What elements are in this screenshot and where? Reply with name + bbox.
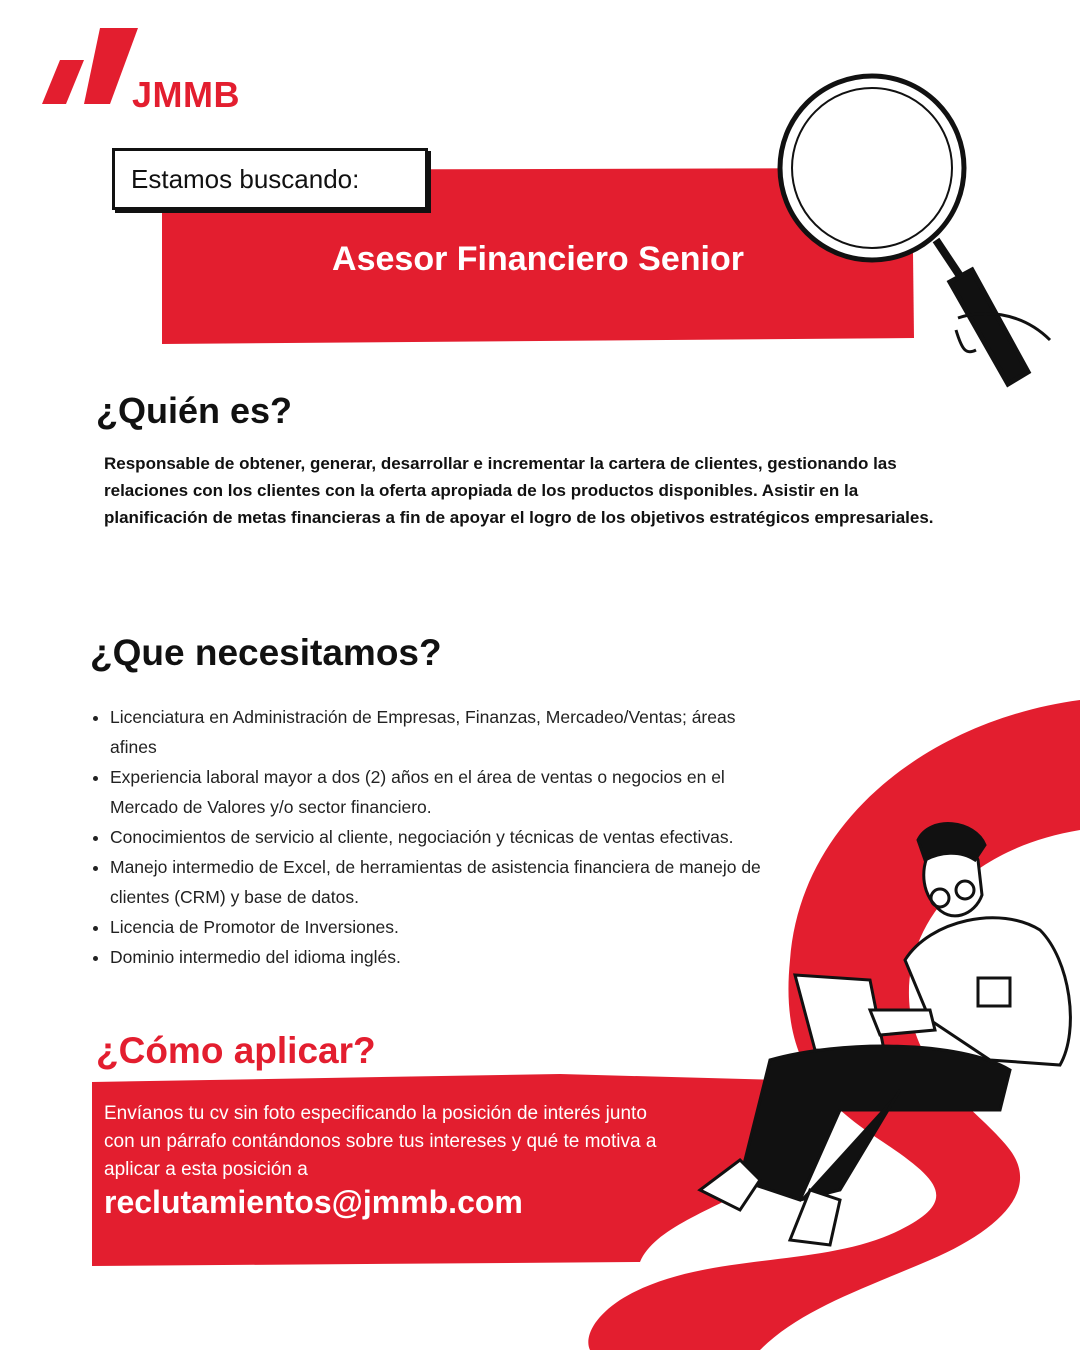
list-item: • Licencia de Promotor de Inversiones. bbox=[110, 912, 770, 942]
brand-name: JMMB bbox=[132, 74, 240, 115]
list-item: • Licenciatura en Administración de Empresas, Finanzas, Mercadeo/Ventas; áreas afines bbox=[110, 702, 770, 762]
apply-instructions: Envíanos tu cv sin foto especificando la posición de interés junto con un párrafo contándonos sobre tus intereses y qué te motiva a aplicar a esta posición a bbox=[104, 1103, 657, 1180]
looking-for-tag bbox=[112, 148, 428, 210]
list-item: • Experiencia laboral mayor a dos (2) años en el área de ventas o negocios en el Mercado de Valores y/o sector financiero. bbox=[110, 762, 770, 822]
looking-for-label: Estamos buscando: bbox=[131, 163, 360, 194]
apply-heading: ¿Cómo aplicar? bbox=[96, 1030, 376, 1071]
quien-description: Responsable de obtener, generar, desarrollar e incrementar la cartera de clientes, gestionando las relaciones con los clientes con la oferta apropiada de los productos disponibles. Asistir en la planificación de metas financieras a fin de apoyar el logro de los objetivos estratégicos empresariales. bbox=[104, 454, 934, 527]
list-item: • Dominio intermedio del idioma inglés. bbox=[110, 942, 770, 972]
requirements-list bbox=[88, 702, 770, 972]
requirements-heading: ¿Que necesitamos? bbox=[90, 632, 442, 673]
quien-heading: ¿Quién es? bbox=[96, 390, 293, 431]
apply-email-link[interactable]: reclutamientos@jmmb.com bbox=[104, 1184, 523, 1220]
job-title: Asesor Financiero Senior bbox=[332, 240, 744, 278]
list-item: • Manejo intermedio de Excel, de herramientas de asistencia financiera de manejo de clientes (CRM) y base de datos. bbox=[110, 852, 770, 912]
jmmb-logo-icon bbox=[42, 28, 138, 104]
list-item: • Conocimientos de servicio al cliente, negociación y técnicas de ventas efectivas. bbox=[110, 822, 770, 852]
